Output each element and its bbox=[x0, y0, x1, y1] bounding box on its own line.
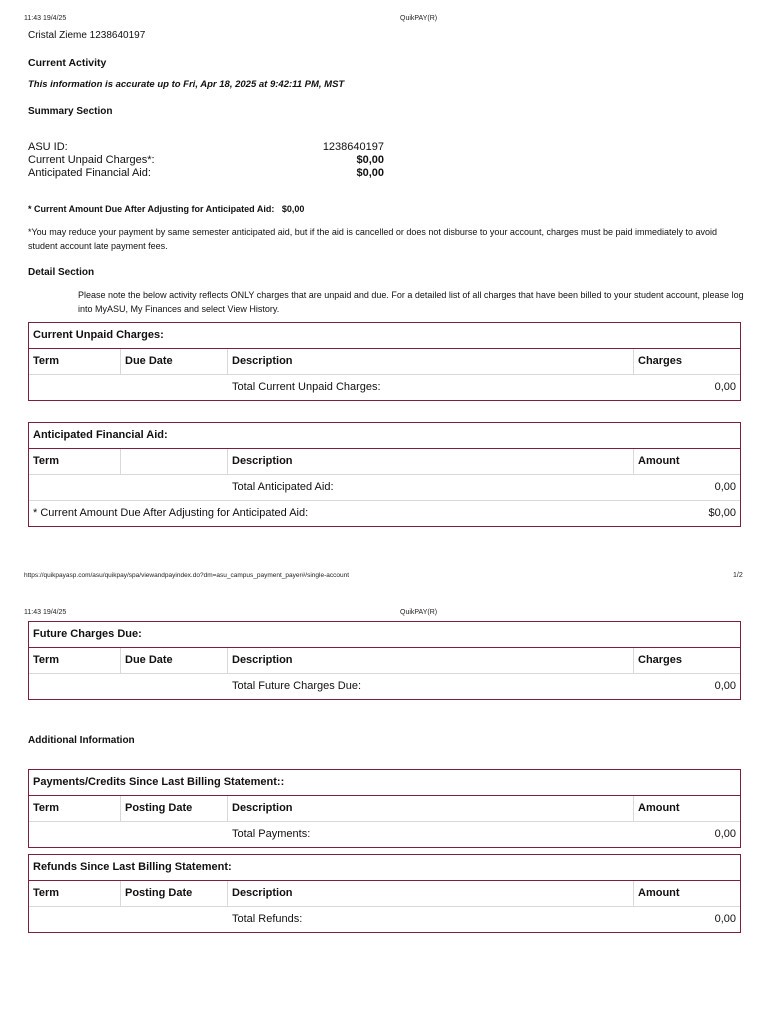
summary-row-unpaid bbox=[28, 154, 384, 167]
table-caption: Payments/Credits Since Last Billing Statement:: bbox=[29, 770, 740, 796]
header-description: Description bbox=[228, 349, 634, 374]
summary-value: $0,00 bbox=[356, 167, 384, 179]
accuracy-note: This information is accurate up to Fri, Apr 18, 2025 at 9:42:11 PM, MST bbox=[28, 79, 345, 90]
student-name-id: Cristal Zieme 1238640197 bbox=[28, 30, 146, 41]
total-row bbox=[29, 475, 740, 500]
total-row bbox=[29, 375, 740, 400]
header-posting-date: Posting Date bbox=[121, 796, 228, 821]
header-description: Description bbox=[228, 796, 634, 821]
summary-row-asu-id bbox=[28, 141, 384, 154]
total-label: Total Future Charges Due: bbox=[232, 680, 362, 692]
header-description: Description bbox=[228, 449, 634, 474]
header-term: Term bbox=[29, 796, 121, 821]
table-header-row bbox=[29, 349, 740, 375]
total-value: 0,00 bbox=[714, 680, 736, 692]
summary-section-title: Summary Section bbox=[28, 106, 113, 117]
reduce-payment-note: *You may reduce your payment by same semester anticipated aid, but if the aid is cancelled or does not disburse to your account, charges must be paid immediately to avoid student account late payment fees. bbox=[28, 227, 718, 251]
current-unpaid-charges-table bbox=[28, 322, 741, 401]
total-row bbox=[29, 674, 740, 699]
summary-label: Anticipated Financial Aid: bbox=[28, 167, 151, 179]
total-row bbox=[29, 907, 740, 932]
detail-note: Please note the below activity reflects ONLY charges that are unpaid and due. For a detailed list of all charges that have been billed to your student account, please log into MyASU, My Finances and select View History. bbox=[78, 290, 744, 314]
total-value: 0,00 bbox=[714, 481, 736, 493]
table-header-row bbox=[29, 881, 740, 907]
print-timestamp-page2: 11:43 19/4/25 bbox=[24, 609, 67, 616]
print-footer-url: https://quikpayasp.com/asu/quikpay/spa/viewandpayindex.do?dm=asu_campus_payment_payer#/single-account bbox=[24, 572, 350, 579]
current-activity-title: Current Activity bbox=[28, 57, 107, 69]
after-aid-label: * Current Amount Due After Adjusting for Anticipated Aid: bbox=[33, 507, 309, 519]
payments-credits-table bbox=[28, 769, 741, 848]
future-charges-due-table bbox=[28, 621, 741, 700]
summary-label: ASU ID: bbox=[28, 141, 68, 153]
summary-value: 1238640197 bbox=[322, 141, 384, 153]
table-header-row bbox=[29, 449, 740, 475]
total-value: 0,00 bbox=[714, 913, 736, 925]
total-label: Total Refunds: bbox=[232, 913, 303, 925]
header-due-date: Due Date bbox=[121, 349, 228, 374]
total-label: Total Current Unpaid Charges: bbox=[232, 381, 381, 393]
header-amount: Amount bbox=[638, 887, 680, 899]
print-page-number: 1/2 bbox=[733, 572, 743, 579]
summary-row-aid bbox=[28, 167, 384, 180]
header-due-date: Due Date bbox=[121, 648, 228, 673]
table-caption: Current Unpaid Charges: bbox=[29, 323, 740, 349]
amount-due-note: * Current Amount Due After Adjusting for Anticipated Aid: $0,00 bbox=[28, 204, 305, 214]
print-title-page2: QuikPAY(R) bbox=[400, 609, 438, 616]
table-caption: Future Charges Due: bbox=[29, 622, 740, 648]
header-description: Description bbox=[228, 881, 634, 906]
print-timestamp: 11:43 19/4/25 bbox=[24, 15, 67, 22]
table-header-row bbox=[29, 796, 740, 822]
header-charges: Charges bbox=[638, 355, 683, 367]
table-header-row bbox=[29, 648, 740, 674]
header-charges: Charges bbox=[638, 654, 683, 666]
header-term: Term bbox=[29, 449, 121, 474]
total-row bbox=[29, 822, 740, 847]
header-amount: Amount bbox=[638, 802, 680, 814]
anticipated-financial-aid-table bbox=[28, 422, 741, 527]
header-term: Term bbox=[29, 881, 121, 906]
summary-value: $0,00 bbox=[356, 154, 384, 166]
total-value: 0,00 bbox=[714, 381, 736, 393]
header-amount: Amount bbox=[638, 455, 680, 467]
summary-label: Current Unpaid Charges*: bbox=[28, 154, 155, 166]
summary-list bbox=[28, 141, 384, 180]
header-term: Term bbox=[29, 349, 121, 374]
total-label: Total Anticipated Aid: bbox=[232, 481, 334, 493]
header-description: Description bbox=[228, 648, 634, 673]
additional-information-title: Additional Information bbox=[28, 735, 135, 746]
refunds-table bbox=[28, 854, 741, 933]
header-posting-date: Posting Date bbox=[121, 881, 228, 906]
table-caption: Anticipated Financial Aid: bbox=[29, 423, 740, 449]
print-title: QuikPAY(R) bbox=[400, 15, 438, 22]
amount-due-after-aid-row bbox=[29, 500, 740, 526]
total-value: 0,00 bbox=[714, 828, 736, 840]
header-term: Term bbox=[29, 648, 121, 673]
after-aid-value: $0,00 bbox=[708, 507, 736, 519]
header-blank bbox=[121, 449, 228, 474]
detail-section-title: Detail Section bbox=[28, 267, 95, 278]
table-caption: Refunds Since Last Billing Statement: bbox=[29, 855, 740, 881]
total-label: Total Payments: bbox=[232, 828, 311, 840]
